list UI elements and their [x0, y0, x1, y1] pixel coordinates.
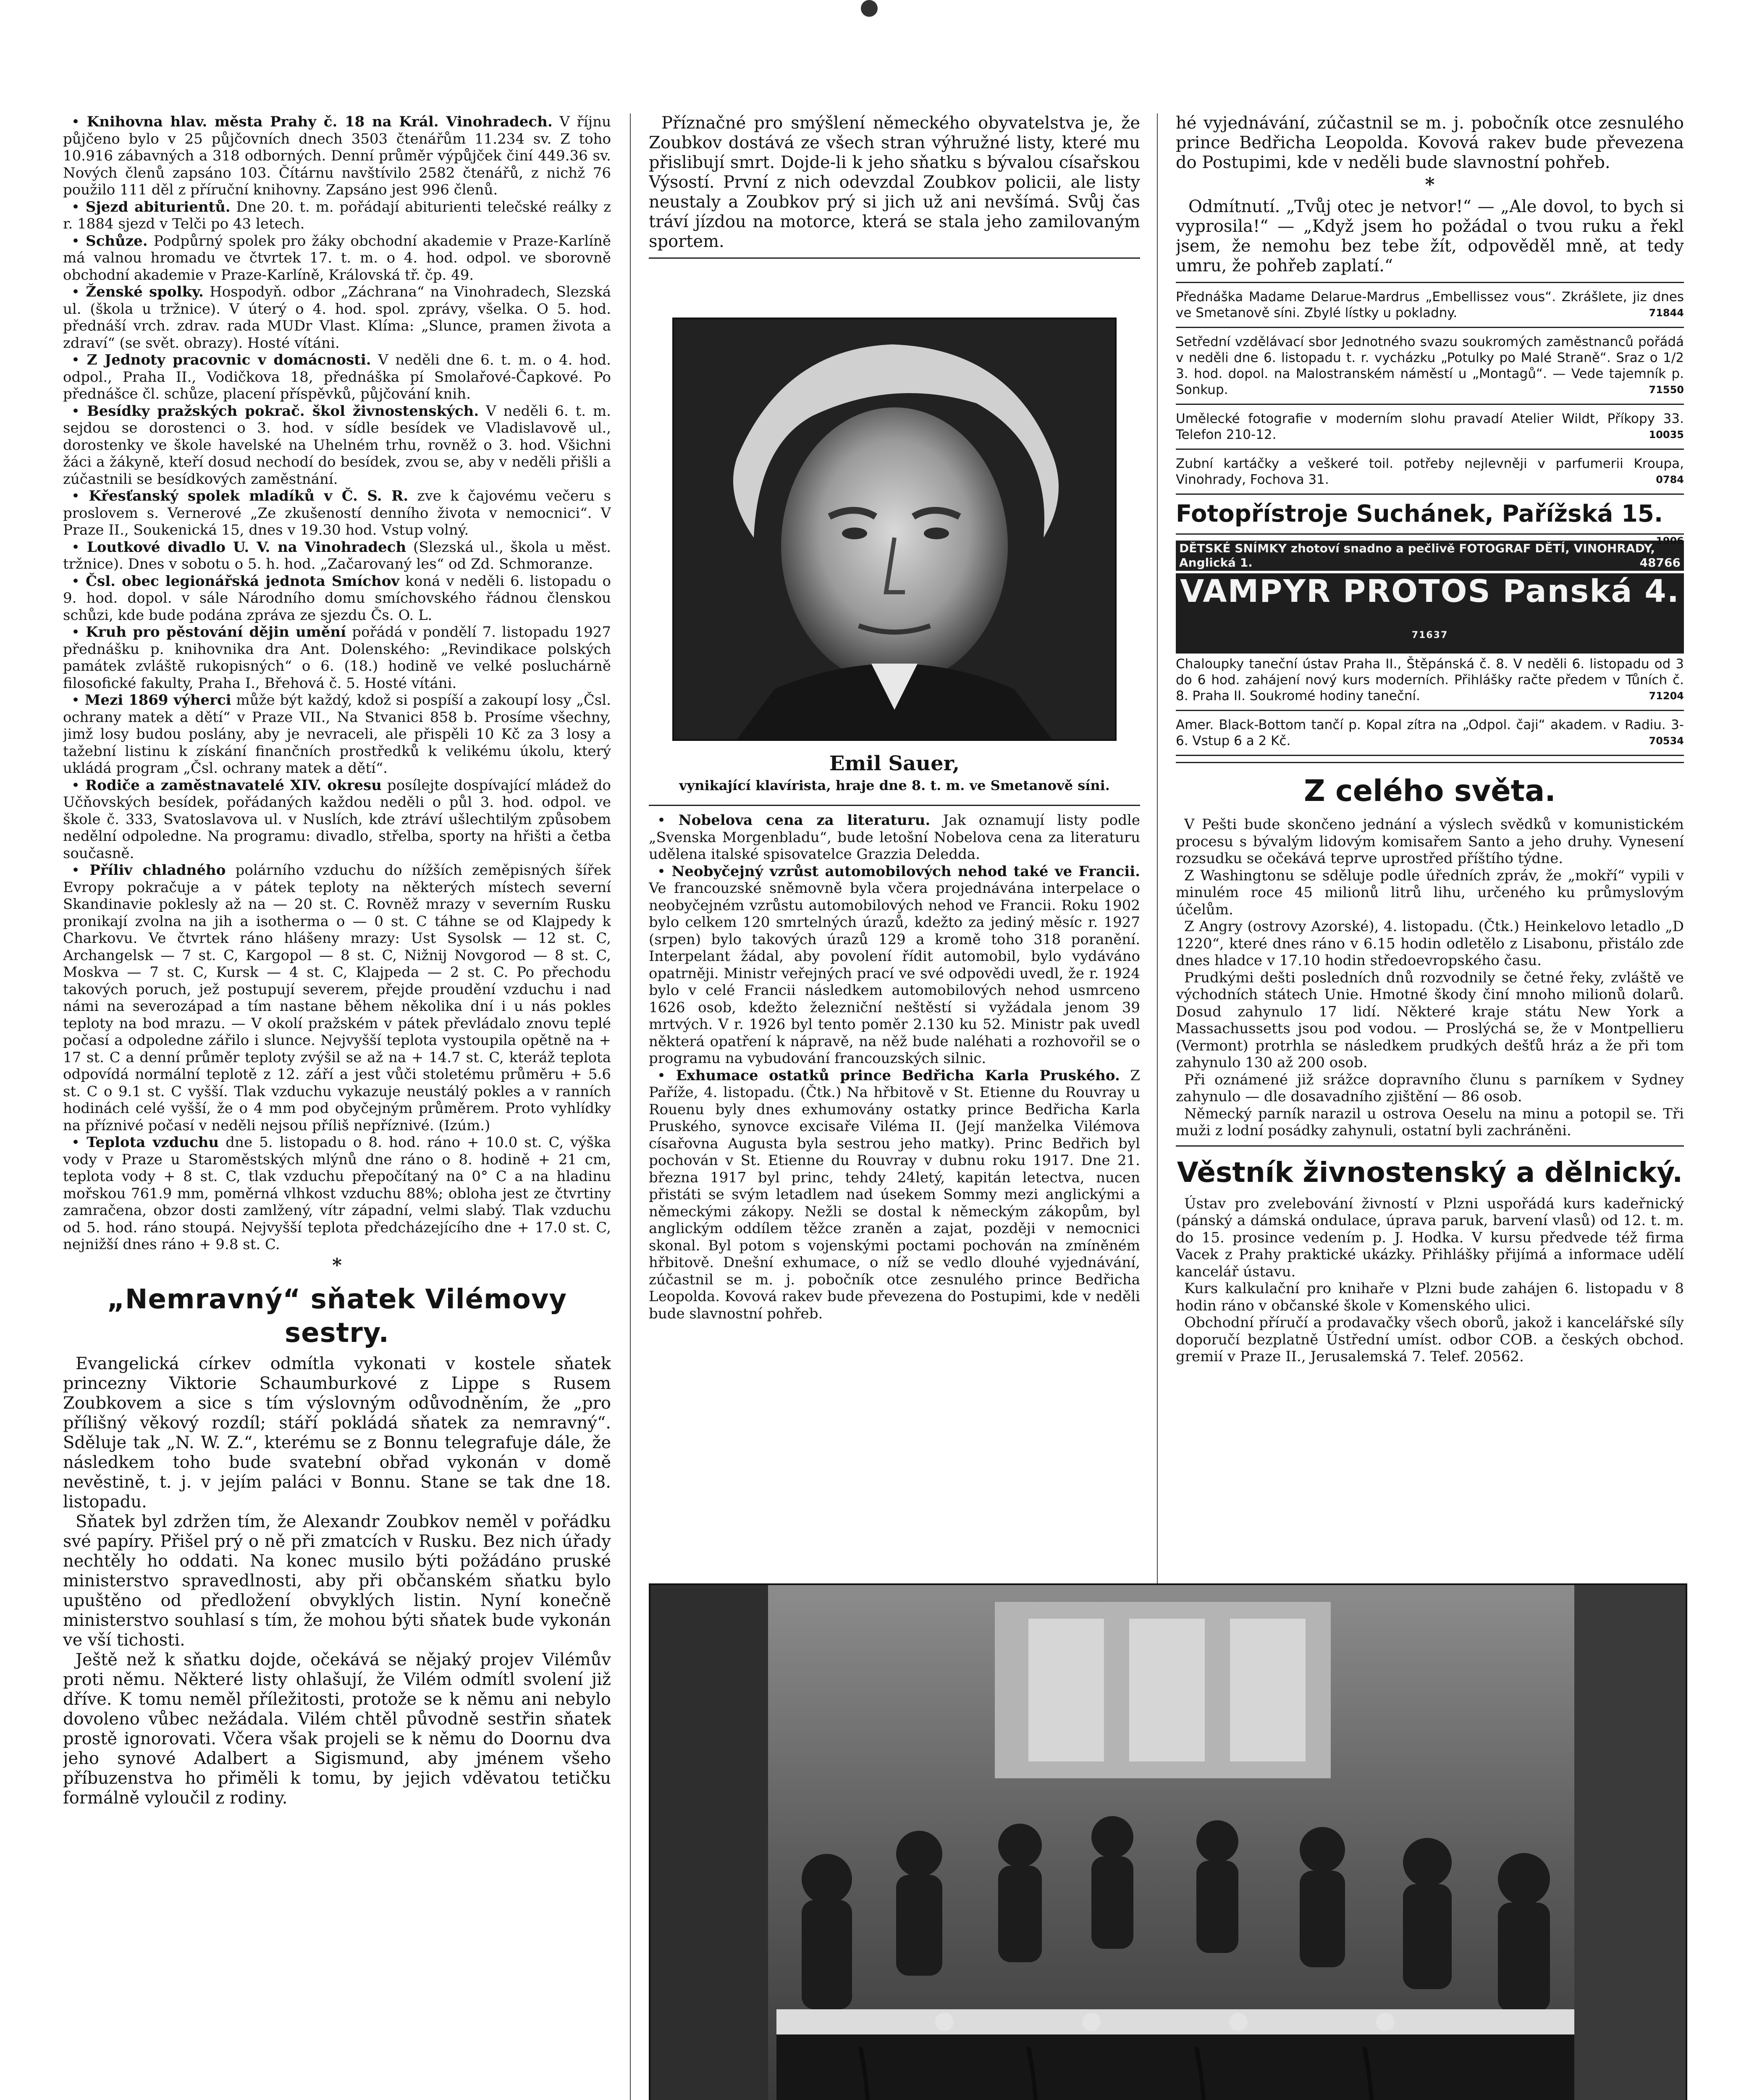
- news-item-lead: Neobyčejný vzrůst automobilových nehod také ve Francii.: [671, 863, 1140, 880]
- ad-vampyr-text: VAMPYR PROTOS Panská 4.: [1180, 573, 1680, 609]
- ad-fotopristroje: [1176, 500, 1684, 547]
- news-item-text: V neděli 6. t. m. sejdou se dorostenci o 3. hod. v sídle besídek ve Vladislavově ul., dorostenky ve škole havelské na Uhelném trhu, rovněž o 3. hod. Všichni žáci a žákyně, kteří dosud nechodí do besídek, zvou se, aby v neděli přišli a zúčastnili se besídkových zaměstnání.: [63, 402, 611, 488]
- separator-star: *: [332, 1254, 342, 1276]
- news-item-text: pořádá v pondělí 7. listopadu 1927 přednášku p. knihovnika dra Ant. Dolenského: „Revindikace polských památek zvláště rukopisných“ o 6. (18.) hodině ve velké posluchárně filosofické fakulty, Praha I., Břehová č. 5. Hosté vítáni.: [63, 624, 611, 692]
- news-item: • Teplota vzduchu dne 5. listopadu o 8. hod. ráno + 10.0 st. C, výška vody v Praze u Staroměstských mlýnů dne ráno o 8. hodině + 21 cm, teplota vody + 8 st. C, tlak vzduchu přepočítaný na 0° C a na hladinu mořskou 761.9 mm, poměrná vlhkost vzduchu 88%; obloha jest ze čtvrtiny zamračena, obzor dosti zamlžený, vítr západní, velmi slabý. Tlak vzduchu od 5. hod. ráno stoupá. Nejvyšší teplota předcházejícího dne + 17.0 st. C, nejnižší dnes ráno + 9.8 st. C.: [63, 1134, 611, 1253]
- news-item: Z Angry (ostrovy Azorské), 4. listopadu. (Čtk.) Heinkelovo letadlo „D 1220“, které dnes ráno v 6.15 hodin odletělo z Lisabonu, přistálo zde dnes hladce v 17.10 hodin středoevropského času.: [1176, 918, 1684, 969]
- news-item: • Kruh pro pěstování dějin umění pořádá v pondělí 7. listopadu 1927 přednášku p. knihovnika dra Ant. Dolenského: „Revindikace polských památek zvláště rukopisných“ o 6. (18.) hodině ve velké posluchárně filosofické fakulty, Praha I., Břehová č. 5. Hosté vítáni.: [63, 624, 611, 692]
- classified-ad: [1176, 717, 1684, 749]
- news-item-text: koná v neděli 6. listopadu o 9. hod. dopol. v sále Národního domu smíchovského řádnou členskou schůzi, kde bude podána zpráva ze sjezdu Čs. O. L.: [63, 572, 611, 624]
- news-item: • Knihovna hlav. města Prahy č. 18 na Král. Vinohradech. V říjnu půjčeno bylo v 25 půjčovních dnech 3503 čtenářům 11.234 sv. Z toho 10.916 zábavných a 318 odborných. Denní průměr výpůjček činí 449.36 sv. Nových členů zapsáno 103. Čítárnu navštívilo 2582 čtenářů, z nichž 76 použilo 111 děl z příruční knihovny. Zapsáno jest 996 členů.: [63, 113, 611, 198]
- divider: [1176, 494, 1684, 495]
- ad-children-text: DĚTSKÉ SNÍMKY zhotoví snadno a pečlivě FOTOGRAF DĚTÍ, VINOHRADY, Anglická 1.: [1179, 541, 1655, 570]
- article-paragraph: Ještě než k sňatku dojde, očekává se nějaký projev Vilémův proti němu. Některé listy ohlašují, že Vilém odmítl svolení již dříve. K tomu neměl příležitosti, protože se k němu ani nebylo dovoleno vůbec nežádala. Vilém chtěl původně sestřin sňatek prostě ignorovati. Včera však projeli se k němu do Doornu dva jeho synové Adalbert a Sigismund, aby jménem všeho příbuzenstva ho přiměli k tomu, by jejich vděvatou tetičku formálně vyloučil z rodiny.: [63, 1650, 611, 1808]
- column-rule: [630, 113, 631, 2100]
- ad-vampyr-banner: [1176, 573, 1684, 654]
- classified-ads: [1176, 289, 1684, 495]
- news-item-lead: Křesťanský spolek mladíků v Č. S. R.: [89, 488, 409, 504]
- news-item: • Schůze. Podpůrný spolek pro žáky obchodní akademie v Praze-Karlíně má valnou hromadu ve čtvrtek 17. t. m. o 4. hod. odpol. ve sborovně obchodní akademie v Praze-Karlíně, Královská tř. čp. 49.: [63, 232, 611, 284]
- news-item: • Mezi 1869 výherci může být každý, kdož si pospíší a zakoupí losy „Čsl. ochrany matek a dětí“ v Praze VII., Na Stvanici 858 b. Prosíme všechny, jimž losy budou poslány, aby je nevraceli, ale přispěli 10 Kč za 3 losy a tažební listinu k získání finančních prostředků k velikému úkolu, který ukládá program „Čsl. ochrany matek a dětí“.: [63, 692, 611, 777]
- ad-phone: 10035: [1649, 429, 1684, 441]
- news-item-text: Dne 20. t. m. pořádají abiturienti telečské reálky z r. 1884 sjezd v Telči po 43 letech.: [63, 198, 611, 232]
- classified-ad-text: Chaloupky taneční ústav Praha II., Štěpánská č. 8. V neděli 6. listopadu od 3 do 6 hod. zahájení nový kurs moderních. Přihlášky račte předem v Tůních č. 8. Praha II. Soukromé hodiny taneční.: [1176, 656, 1684, 704]
- ad-phone: 1906: [1656, 535, 1684, 547]
- news-item-lead: Nobelova cena za literaturu.: [678, 812, 931, 829]
- classified-ad-text: Zubní kartáčky a veškeré toil. potřeby nejlevněji v parfumerii Kroupa, Vinohrady, Fochova 31.: [1176, 456, 1684, 487]
- ad-phone: 71204: [1649, 690, 1684, 702]
- divider: [1176, 1145, 1684, 1147]
- divider: [649, 805, 1140, 806]
- news-item-text: Hospodyň. odbor „Záchrana“ na Vinohradech, Slezská ul. (škola u tržnice). V úterý o 4. hod. spol. zprávy, všelka. O 5. hod. přednáší vrch. zdrav. rada MUDr Vlast. Klíma: „Slunce, pramen života a zdraví“ (se svět. obrazy). Hosté vítáni.: [63, 284, 611, 352]
- classified-ads: [1176, 656, 1684, 756]
- news-item-lead: Rodiče a zaměstnavatelé XIV. okresu: [85, 777, 382, 794]
- news-item: Ústav pro zvelebování živností v Plzni uspořádá kurs kadeřnický (pánský a dámská ondulace, úprava paruk, barvení vlasů) od 12. t. m. do 15. prosince vedením p. J. Hodka. V kursu předvede též firma Vacek z Prahy praktické ukázky. Přihlášky přijímá a informace udělí kancelář ústavu.: [1176, 1195, 1684, 1280]
- classified-ad-text: Setřední vzdělávací sbor Jednotného svazu soukromých zaměstnanců pořádá v neděli dne 6. listopadu t. r. vycházku „Potulky po Malé Straně“. Sraz o 1/2 3. hod. dopol. na Malostranském náměstí u „Montagů“. — Vede tajemník p. Sonkup.: [1176, 334, 1684, 397]
- classified-ad: [1176, 656, 1684, 704]
- divider: [1176, 762, 1684, 763]
- portrait-name: Emil Sauer,: [829, 752, 960, 775]
- news-item-lead: Besídky pražských pokrač. škol živnostenských.: [87, 402, 479, 420]
- news-item: Obchodní příručí a prodavačky všech oborů, jakož i kancelářské síly doporučí bezplatně Ústřední umíst. odbor COB. a českých obchod. gremií v Praze II., Jerusalemská 7. Telef. 20562.: [1176, 1314, 1684, 1365]
- news-item-text: Jak oznamují listy podle „Svenska Morgenbladu“, bude letošní Nobelova cena za literaturu udělena italské spisovatelce Grazzia Deledda.: [649, 812, 1140, 863]
- news-item-text: zve k čajovému večeru s proslovem s. Vernerové „Ze zkušeností denního života v nemocnici“. V Praze II., Soukenická 15, dnes v 19.30 hod. Vstup volný.: [63, 488, 611, 538]
- news-item-lead: Sjezd abiturientů.: [85, 198, 231, 215]
- divider: [1176, 282, 1684, 283]
- news-item-text: Podpůrný spolek pro žáky obchodní akademie v Praze-Karlíně má valnou hromadu ve čtvrtek 17. t. m. o 4. hod. odpol. ve sborovně obchodní akademie v Praze-Karlíně, Královská tř. čp. 49.: [63, 232, 611, 284]
- news-item: • Exhumace ostatků prince Bedřicha Karla Pruského. Z Paříže, 4. listopadu. (Čtk.) Na hřbitově v St. Etienne du Rouvray u Rouenu byly dnes exhumovány ostatky prince Bedřicha Karla Pruského, synovce excisaře Viléma II. (Její manželka Vilémova císařovna Augusta byla sestrou jeho matky). Princ Bedřich byl pochován v St. Etienne du Rouvray v dubnu roku 1917. Dne 21. března 1917 byl princ, tehdy 24letý, kapitán letectva, nucen přistáti se svým letadlem nad úsekem Sommy mezi anglickými a německými zákopy. Nežli se dostal k německým zákopům, byl anglickým oddílem těžce zraněn a zajat, později v nemocnici skonal. Byl potom s vojenskými poctami pochován na zmíněném hřbitově. Dnešní exhumace, o níž se vedlo dlouhé vyjednávání, zúčastnil se m. j. pobočník otce zesnulého prince Bedřicha Leopolda. Kovová rakev bude převezena do Postupimi, kde v neděli bude slavnostní pohřeb.: [649, 1067, 1140, 1322]
- news-item: • Sjezd abiturientů. Dne 20. t. m. pořádají abiturienti telečské reálky z r. 1884 sjezd v Telči po 43 letech.: [63, 198, 611, 232]
- news-item: • Nobelova cena za literaturu. Jak oznamují listy podle „Svenska Morgenbladu“, bude letošní Nobelova cena za literaturu udělena italské spisovatelce Grazzia Deledda.: [649, 812, 1140, 863]
- article-continuation: hé vyjednávání, zúčastnil se m. j. pobočník otce zesnulého prince Bedřicha Leopolda. Kovová rakev bude převezena do Postupimi, kde v neděli bude slavnostní pohřeb.: [1176, 113, 1684, 172]
- news-item-lead: Loutkové divadlo U. V. na Vinohradech: [87, 538, 406, 556]
- news-item: Německý parník narazil u ostrova Oeselu na minu a potopil se. Tři muži z lodní posádky zahynuli, ostatní byli zachráněni.: [1176, 1105, 1684, 1139]
- ad-phone: 71844: [1649, 307, 1684, 319]
- news-item-lead: Teplota vzduchu: [87, 1134, 219, 1151]
- news-item-lead: Ženské spolky.: [86, 284, 204, 300]
- news-item: • Křesťanský spolek mladíků v Č. S. R. zve k čajovému večeru s proslovem s. Vernerové „Ze zkušeností denního života v nemocnici“. V Praze II., Soukenická 15, dnes v 19.30 hod. Vstup volný.: [63, 488, 611, 538]
- news-item-lead: Čsl. obec legionářská jednota Smíchov: [86, 572, 400, 590]
- news-item: • Z Jednoty pracovnic v domácnosti. V neděli dne 6. t. m. o 4. hod. odpol., Praha II., Vodičkova 18, přednáška pí Smolařové-Čapkové. Po přednášce čl. schůze, placení příspěvků, půjčování knih.: [63, 352, 611, 402]
- divider: [1176, 327, 1684, 328]
- news-item-text: polárního vzduchu do nížších zeměpisných šířek Evropy pokračuje a v pátek teploty na některých místech severní Skandinavie poklesly až na — 20 st. C. Rovněž mrazy v severním Rusku pronikají zvolna na jih a isotherma o — 0 st. C táhne se od Klajpedy k Charkovu. Ve čtvrtek ráno hlášeny mrazy: Ust Sysolsk — 12 st. C, Archangelsk — 7 st. C, Kargopol — 8 st. C, Nižnij Novgorod — 8 st. C, Moskva — 7 st. C, Kursk — 4 st. C, Klajpeda — 2 st. C. Po přechodu takových poruch, jež postupují severem, přejde proudění vzduchu i nad námi na severozápad a tím nastane během několika dní i u nás pokles teploty na bod mrazu. — V okolí pražském v pátek převládalo znovu teplé počasí a odpoledne zářilo i slunce. Nejvyšší teplota vystoupila opětně na + 17 st. C a denní průměr teploty zvýšil se až na + 14.7 st. C, kteráž teplota odpovídá normální teplotě z 12. září a jest vůči stoletému průměru + 5.6 st. C o 9.1 st. C vyšší. Tlak vzduchu vykazuje neustálý pokles a v ranních hodinách celé vyšší, že o 4 mm pod obyčejným průměrem. Proto vyhlídky na příznivé počasí v neděli nejsou příliš nepříznivé. (Izúm.): [63, 862, 611, 1134]
- divider: [1176, 755, 1684, 756]
- news-item: • Příliv chladného polárního vzduchu do nížších zeměpisných šířek Evropy pokračuje a v pátek teploty na některých místech severní Skandinavie poklesly až na — 20 st. C. Rovněž mrazy v severním Rusku pronikají zvolna na jih a isotherma o — 0 st. C táhne se od Klajpedy k Charkovu. Ve čtvrtek ráno hlášeny mrazy: Ust Sysolsk — 12 st. C, Archangelsk — 7 st. C, Kargopol — 8 st. C, Nižnij Novgorod — 8 st. C, Moskva — 7 st. C, Kursk — 4 st. C, Klajpeda — 2 st. C. Po přechodu takových poruch, jež postupují severem, přejde proudění vzduchu i nad námi na severozápad a tím nastane během několika dní i u nás pokles teploty na bod mrazu. — V okolí pražském v pátek převládalo znovu teplé počasí a odpoledne zářilo i slunce. Nejvyšší teplota vystoupila opětně na + 17 st. C a denní průměr teploty zvýšil se až na + 14.7 st. C, kteráž teplota odpovídá normální teplotě z 12. září a jest vůči stoletému průměru + 5.6 st. C o 9.1 st. C vyšší. Tlak vzduchu vykazuje neustálý pokles a v ranních hodinách celé vyšší, že o 4 mm pod obyčejným průměrem. Proto vyhlídky na příznivé počasí v neděli nejsou příliš nepříznivé. (Izúm.): [63, 862, 611, 1134]
- classified-ad: [1176, 289, 1684, 321]
- ad-phone: 71550: [1649, 384, 1684, 396]
- news-item: • Rodiče a zaměstnavatelé XIV. okresu posílejte dospívající mládež do Učňovských besídek, pořádaných každou neděli o půl 3. hod. odpol. ve škole č. 333, Svatoslavova ul. v Nuslích, kde ztráví ušlechtilým způsobem nedělní odpoledne. Na programu: divadlo, střelba, sporty na hřišti a četba současně.: [63, 777, 611, 862]
- ad-phone: 0784: [1656, 474, 1684, 486]
- article-continuation: Příznačné pro smýšlení německého obyvatelstva je, že Zoubkov dostává ze všech stran výhružné listy, které mu přislibují smrt. Dojde-li k jeho sňatku s bývalou císařskou Výsostí. První z nich odevzdal Zoubkov policii, ale listy neustaly a Zoubkov prý si jich už ani nevšímá. Svůj čas tráví jízdou na motorce, která se stala jeho zamilovaným sportem.: [649, 113, 1140, 251]
- news-item: • Čsl. obec legionářská jednota Smíchov koná v neděli 6. listopadu o 9. hod. dopol. v sále Národního domu smíchovského řádnou členskou schůzi, kde bude podána zpráva ze sjezdu Čs. O. L.: [63, 572, 611, 624]
- world-news: [1176, 816, 1684, 1139]
- news-item-text: dne 5. listopadu o 8. hod. ráno + 10.0 st. C, výška vody v Praze u Staroměstských mlýnů dne ráno o 8. hodině + 21 cm, teplota vody + 8 st. C, tlak vzduchu přepočítaný na 0° C a na hladinu mořskou 761.9 mm, poměrná vlhkost vzduchu 88%; obloha jest ze čtvrtiny zamračena, obzor dosti zamlžený, vítr západní, velmi slabý. Tlak vzduchu od 5. hod. ráno stoupá. Nejvyšší teplota předcházejícího dne + 17.0 st. C, nejnižší dnes ráno + 9.8 st. C.: [63, 1134, 611, 1253]
- classified-ad-text: Umělecké fotografie v moderním slohu pravadí Atelier Wildt, Příkopy 33. Telefon 210-12.: [1176, 411, 1684, 442]
- news-items: [649, 812, 1140, 1322]
- classified-ad: [1176, 456, 1684, 488]
- section-title-trade: Věstník živnostenský a dělnický.: [1177, 1156, 1683, 1189]
- news-item-text: může být každý, kdož si pospíší a zakoupí losy „Čsl. ochrany matek a dětí“ v Praze VII., Na Stvanici 858 b. Prosíme všechny, jimž losy budou poslány, aby je nevraceli, ale přispěli 10 Kč za 3 losy a tažební listinu k získání finančních prostředků k velikému úkolu, který ukládá program „Čsl. ochrany matek a dětí“.: [63, 692, 611, 777]
- ad-children-photos: [1176, 541, 1684, 571]
- classified-ad: [1176, 411, 1684, 443]
- classified-ad-text: Amer. Black-Bottom tančí p. Kopal zítra na „Odpol. čaji“ akadem. v Radiu. 3-6. Vstup 6 a 2 Kč.: [1176, 717, 1684, 748]
- news-item-text: V říjnu půjčeno bylo v 25 půjčovních dnech 3503 čtenářům 11.234 sv. Z toho 10.916 zábavných a 318 odborných. Denní průměr výpůjček činí 449.36 sv. Nových členů zapsáno 103. Čítárnu navštívilo 2582 čtenářů, z nichž 76 použilo 111 děl z příruční knihovny. Zapsáno jest 996 členů.: [63, 113, 611, 198]
- trade-news: [1176, 1195, 1684, 1365]
- news-item-lead: Kruh pro pěstování dějin umění: [86, 624, 346, 640]
- news-item: Kurs kalkulační pro knihaře v Plzni bude zahájen 6. listopadu v 8 hodin ráno v občanské škole v Komenského ulici.: [1176, 1280, 1684, 1314]
- news-item-lead: Z Jednoty pracovnic v domácnosti.: [87, 352, 371, 368]
- section-title-world: Z celého světa.: [1304, 774, 1556, 808]
- page-corner-mark: [861, 0, 878, 17]
- portrait-photo: [672, 318, 1117, 741]
- war-kitchen-photo: [649, 1583, 1687, 2100]
- news-item-text: V neděli dne 6. t. m. o 4. hod. odpol., Praha II., Vodičkova 18, přednáška pí Smolařové-Čapkové. Po přednášce čl. schůze, placení příspěvků, půjčování knih.: [63, 352, 611, 402]
- news-item-text: Z Paříže, 4. listopadu. (Čtk.) Na hřbitově v St. Etienne du Rouvray u Rouenu byly dnes exhumovány ostatky prince Bedřicha Karla Pruského, synovce excisaře Viléma II. (Její manželka Vilémova císařovna Augusta byla sestrou jeho matky). Princ Bedřich byl pochován v St. Etienne du Rouvray v dubnu roku 1917. Dne 21. března 1917 byl princ, tehdy 24letý, kapitán letectva, nucen přistáti se svým letadlem nad úsekem Sommy mezi anglickými a německými zákopy. Nežli se dostal k německým zákopům, byl anglickým oddílem těžce zraněn a zajat, později v nemocnici skonal. Byl potom s vojenskými poctami pochován na zmíněném hřbitově. Dnešní exhumace, o níž se vedlo dlouhé vyjednávání, zúčastnil se m. j. pobočník otce zesnulého prince Bedřicha Leopolda. Kovová rakev bude převezena do Postupimi, kde v neděli bude slavnostní pohřeb.: [649, 1067, 1140, 1322]
- news-item: Z Washingtonu se sděluje podle úředních zpráv, že „mokří“ vypili v minulém roce 45 milionů litrů lihu, určeného ku průmyslovým účelům.: [1176, 867, 1684, 918]
- news-item-lead: Exhumace ostatků prince Bedřicha Karla Pruského.: [676, 1067, 1120, 1084]
- joke-paragraph: Odmítnutí. „Tvůj otec je netvor!“ — „Ale dovol, to bych si vyprosila!“ — „Když jsem ho požádal o tvou ruku a řekl jsem, že nemohu bez tebe žít, odpověděl mně, at tedy umru, že pohřeb zaplatí.“: [1176, 197, 1684, 276]
- divider: [1176, 533, 1684, 535]
- news-items: [63, 113, 611, 1253]
- portrait-caption: vynikající klavírista, hraje dne 8. t. m. ve Smetanově síni.: [679, 777, 1110, 793]
- newspaper-page: [63, 113, 1684, 2100]
- article-paragraph: Sňatek byl zdržen tím, že Alexandr Zoubkov neměl v pořádku své papíry. Přišel prý o ně při zmatcích v Rusku. Bez nich úřady nechtěly ho oddati. Na konec musilo býti požádáno pruské ministerstvo spravedlnosti, aby při občanském sňatku bylo upuštěno od předložení obvyklých listin. Nyní konečně ministerstvo souhlasí s tím, že mohou býti sňatek bude vykonán ve vší tichosti.: [63, 1512, 611, 1650]
- news-item-text: Ve francouzské sněmovně byla včera projednávána interpelace o neobyčejném vzrůstu automobilových nehod ve Francii. Roku 1902 bylo celkem 120 smrtelných úrazů, kdežto za jediný měsíc r. 1927 (srpen) bylo takových úrazů 129 a kromě toho 318 poranění. Interpelant žádal, aby povolení řídit automobil, bylo vydáváno opatrněji. Ministr veřejných prací ve své odpovědi uvedl, že r. 1924 bylo v celé Francii následkem automobilových nehod usmrceno 1626 osob, kdežto železniční neštěstí si vyžádala jenom 39 mrtvých. V r. 1926 byl tento poměr 2.130 ku 52. Ministr pak uvedl některá opatření k nápravě, na něž bude naléhati a rozhovořil se o programu na vybudování francouzských silnic.: [649, 880, 1140, 1067]
- separator-star: *: [1425, 174, 1435, 195]
- news-item: • Ženské spolky. Hospodyň. odbor „Záchrana“ na Vinohradech, Slezská ul. (škola u tržnice). V úterý o 4. hod. spol. zprávy, všelka. O 5. hod. přednáší vrch. zdrav. rada MUDr Vlast. Klíma: „Slunce, pramen života a zdraví“ (se svět. obrazy). Hosté vítáni.: [63, 284, 611, 352]
- ad-phone: 48766: [1639, 556, 1681, 570]
- news-item: V Pešti bude skončeno jednání a výslech svědků v komunistickém procesu s bývalým lidovým komisařem Santo a jeho druhy. Vynesení rozsudku se očekává teprve uprostřed příštího týdne.: [1176, 816, 1684, 867]
- news-item-text: posílejte dospívající mládež do Učňovských besídek, pořádaných každou neděli o půl 3. hod. odpol. ve škole č. 333, Svatoslavova ul. v Nuslích, kde ztráví ušlechtilým způsobem nedělní odpoledne. Na programu: divadlo, střelba, sporty na hřišti a četba současně.: [63, 777, 611, 862]
- news-item-text: (Slezská ul., škola u měst. tržnice). Dnes v sobotu o 5. h. hod. „Začarovaný les“ od Zd. Schmoranze.: [63, 538, 611, 572]
- ad-phone: 71637: [1411, 630, 1448, 640]
- ad-fotopristroje-text: Fotopřístroje Suchánek, Pařížská 15.: [1176, 500, 1663, 528]
- news-item: • Loutkové divadlo U. V. na Vinohradech (Slezská ul., škola u měst. tržnice). Dnes v sobotu o 5. h. hod. „Začarovaný les“ od Zd. Schmoranze.: [63, 538, 611, 572]
- article-paragraph: Evangelická církev odmítla vykonati v kostele sňatek princezny Viktorie Schaumburkové z Lippe s Rusem Zoubkovem a sice s tím výslovným odůvodněním, že „pro přílišný věkový rozdíl; stáří pokládá sňatek za nemravný“. Sděluje tak „N. W. Z.“, kterému se z Bonnu telegrafuje dále, že následkem toho bude svatební obřad vykonán v domě nevěstině, t. j. v jejím paláci v Bonnu. Stane se tak dne 18. listopadu.: [63, 1354, 611, 1512]
- news-item: • Neobyčejný vzrůst automobilových nehod také ve Francii. Ve francouzské sněmovně byla včera projednávána interpelace o neobyčejném vzrůstu automobilových nehod ve Francii. Roku 1902 bylo celkem 120 smrtelných úrazů, kdežto za jediný měsíc r. 1927 (srpen) bylo takových úrazů 129 a kromě toho 318 poranění. Interpelant žádal, aby povolení řídit automobil, bylo vydáváno opatrněji. Ministr veřejných prací ve své odpovědi uvedl, že r. 1924 bylo v celé Francii následkem automobilových nehod usmrceno 1626 osob, kdežto železniční neštěstí si vyžádala jenom 39 mrtvých. V r. 1926 byl tento poměr 2.130 ku 52. Ministr pak uvedl některá opatření k nápravě, na něž bude naléhati a rozhovořil se o programu na vybudování francouzských silnic.: [649, 863, 1140, 1067]
- classified-ad: [1176, 334, 1684, 398]
- ad-phone: 70534: [1649, 735, 1684, 747]
- divider: [1176, 404, 1684, 405]
- news-item: Při oznámené již srážce dopravního člunu s parníkem v Sydney zahynulo — dle dosavadního zjištění — 86 osob.: [1176, 1071, 1684, 1105]
- news-item-lead: Schůze.: [86, 232, 148, 249]
- article-body: [63, 1354, 611, 1808]
- divider: [1176, 710, 1684, 711]
- article-title: „Nemravný“ sňatek Vilémovy sestry.: [107, 1284, 567, 1349]
- news-item: Prudkými dešti posledních dnů rozvodnily se četné řeky, zvláště ve východních státech Unie. Hmotné škody činí mnoho milionů dolarů. Dosud zahynulo 17 lidí. Některé kraje státu New York a Massachussetts jsou pod vodou. — Proslýchá se, že v Montpellieru (Vermont) protrhla se následkem prudkých dešťů hráz a že při tom zahynulo 130 až 200 osob.: [1176, 969, 1684, 1071]
- column-left: [63, 113, 611, 2100]
- divider: [1176, 449, 1684, 450]
- classified-ad-text: Přednáška Madame Delarue-Mardrus „Embellissez vous“. Zkrášlete, jiz dnes ve Smetanově síni. Zbylé lístky u pokladny.: [1176, 289, 1684, 320]
- news-item-lead: Příliv chladného: [89, 862, 226, 879]
- news-item-lead: Mezi 1869 výherci: [84, 692, 231, 709]
- news-item-lead: Knihovna hlav. města Prahy č. 18 na Král. Vinohradech.: [87, 113, 553, 130]
- divider: [649, 257, 1140, 259]
- news-item: • Besídky pražských pokrač. škol živnostenských. V neděli 6. t. m. sejdou se dorostenci o 3. hod. v sídle besídek ve Vladislavově ul., dorostenky ve škole havelské na Uhelném trhu, rovněž o 3. hod. Všichni žáci a žákyně, kteří dosud nechodí do besídek, zvou se, aby v neděli přišli a zúčastnili se besídkových zaměstnání.: [63, 402, 611, 488]
